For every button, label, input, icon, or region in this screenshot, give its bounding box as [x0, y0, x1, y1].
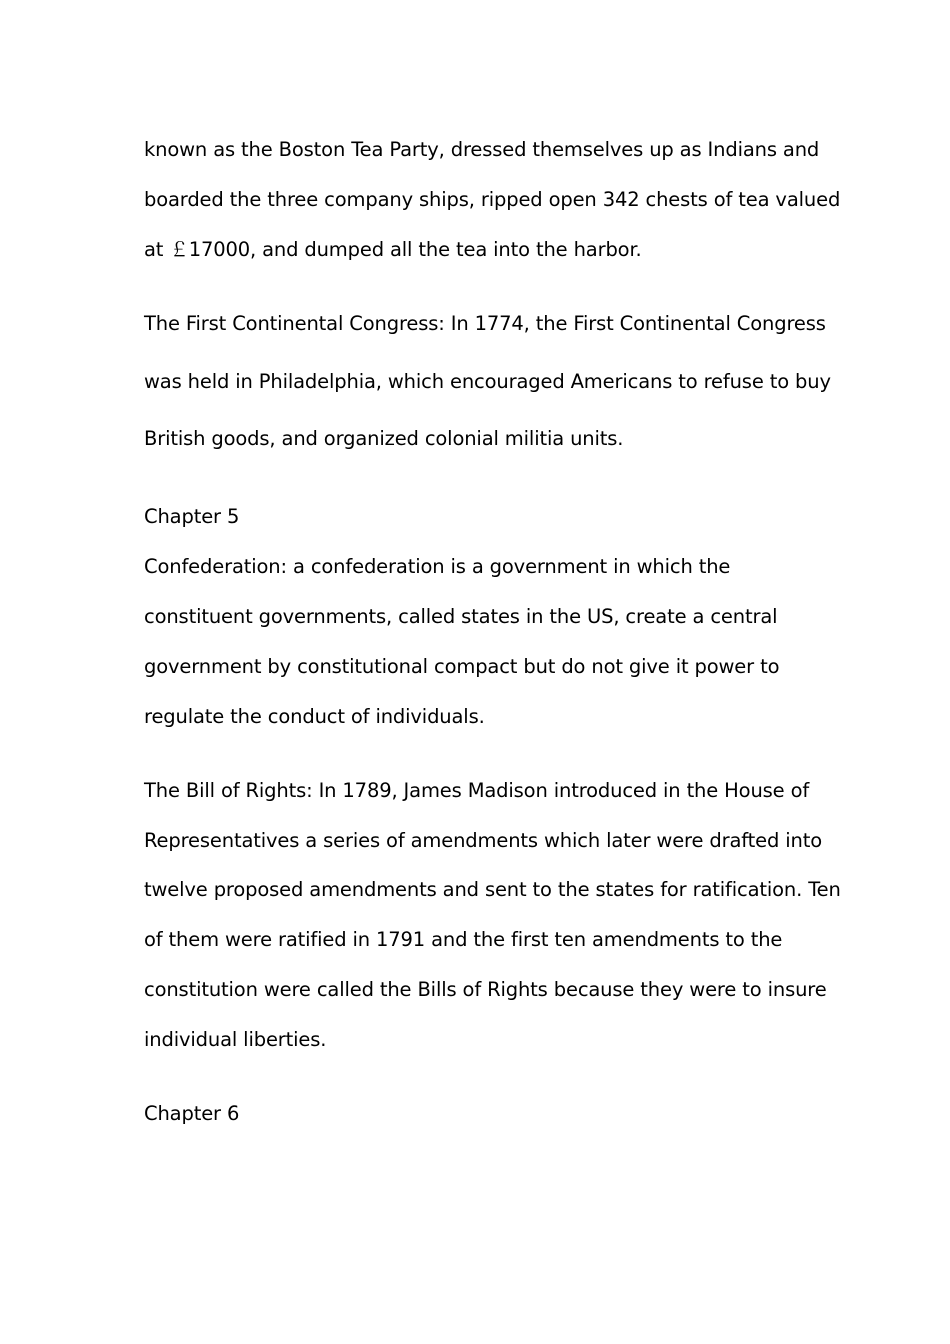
text-line: at ￡17000, and dumped all the tea into the harbor. — [144, 238, 642, 261]
text-line: of them were ratified in 1791 and the first ten amendments to the — [144, 928, 783, 951]
text-line: British goods, and organized colonial militia units. — [144, 427, 624, 450]
text-line: known as the Boston Tea Party, dressed themselves up as Indians and — [144, 138, 820, 161]
text-line: regulate the conduct of individuals. — [144, 705, 485, 728]
text-line: was held in Philadelphia, which encouraged Americans to refuse to buy — [144, 370, 831, 393]
text-line: Representatives a series of amendments which later were drafted into — [144, 829, 823, 852]
text-line: individual liberties. — [144, 1028, 327, 1051]
text-line: Confederation: a confederation is a government in which the — [144, 555, 731, 578]
text-line: constitution were called the Bills of Rights because they were to insure — [144, 978, 827, 1001]
text-line: constituent governments, called states in the US, create a central — [144, 605, 778, 628]
text-line: The Bill of Rights: In 1789, James Madison introduced in the House of — [144, 779, 810, 802]
text-line: government by constitutional compact but do not give it power to — [144, 655, 780, 678]
text-line: twelve proposed amendments and sent to the states for ratification. Ten — [144, 878, 841, 901]
chapter-6-heading: Chapter 6 — [144, 1102, 240, 1125]
chapter-5-heading: Chapter 5 — [144, 505, 240, 528]
text-line: boarded the three company ships, ripped open 342 chests of tea valued — [144, 188, 841, 211]
text-line: The First Continental Congress: In 1774, the First Continental Congress — [144, 312, 826, 335]
